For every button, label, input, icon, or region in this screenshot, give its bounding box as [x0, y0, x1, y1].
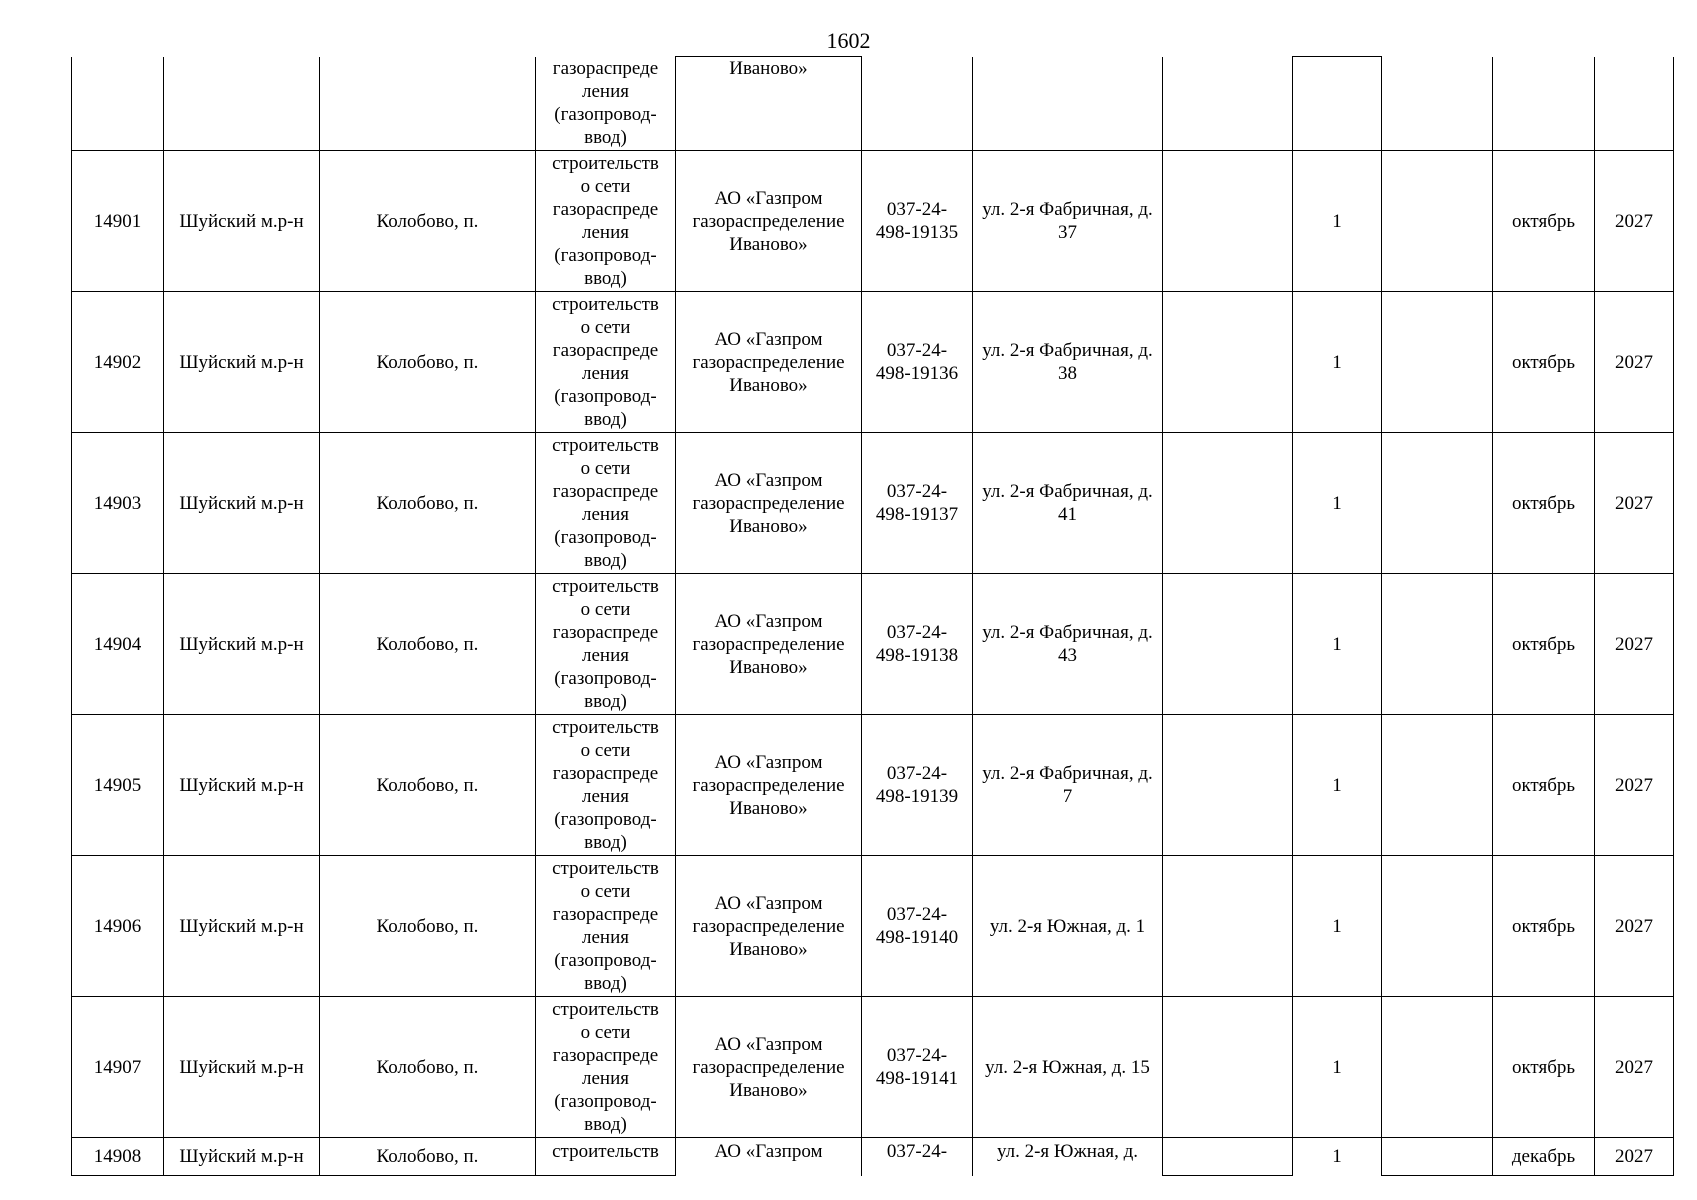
- work-line: ввод): [584, 691, 627, 712]
- work-line: ввод): [584, 1114, 627, 1135]
- work-line: (газопровод-: [554, 809, 657, 830]
- table-row-fragment-top: [72, 57, 1674, 151]
- cell-district: Шуйский м.р-н: [164, 715, 320, 856]
- work-line: ввод): [584, 550, 627, 571]
- cell-operator: [676, 57, 862, 151]
- cell-id: 14903: [72, 433, 164, 574]
- cell-year: 2027: [1595, 433, 1674, 574]
- cell-year: [1595, 57, 1674, 151]
- cell-qty: [1293, 57, 1382, 151]
- cell-qty: 1: [1293, 151, 1382, 292]
- table-row: [72, 997, 1674, 1138]
- cell-empty: [1163, 292, 1293, 433]
- cell-work-type: [536, 292, 676, 433]
- code-line: 498-19138: [875, 645, 959, 666]
- cell-qty: 1: [1293, 433, 1382, 574]
- operator-line: Иваново»: [729, 374, 808, 396]
- code-line: 037-24-: [886, 763, 948, 784]
- cell-address: [973, 57, 1163, 151]
- cell-settlement: Колобово, п.: [320, 1138, 536, 1176]
- cell-year: 2027: [1595, 1138, 1674, 1176]
- operator-line: АО «Газпром: [714, 187, 823, 209]
- work-line: газораспреде: [552, 1045, 659, 1066]
- cell-operator: [676, 574, 862, 715]
- cell-settlement: Колобово, п.: [320, 574, 536, 715]
- cell-operator: [676, 856, 862, 997]
- data-table: [71, 56, 1674, 1176]
- cell-id: 14906: [72, 856, 164, 997]
- cell-month: октябрь: [1493, 715, 1595, 856]
- work-line: ления: [582, 786, 629, 807]
- operator-line: газораспределение: [692, 492, 845, 514]
- code-line: 498-19137: [875, 504, 959, 525]
- cell-address: ул. 2-я Южная, д. 1: [973, 856, 1163, 997]
- cell-settlement: [320, 57, 536, 151]
- cell-month: октябрь: [1493, 997, 1595, 1138]
- cell-operator: АО «Газпром: [676, 1138, 862, 1176]
- cell-district: Шуйский м.р-н: [164, 433, 320, 574]
- cell-month: октябрь: [1493, 574, 1595, 715]
- cell-month: [1493, 57, 1595, 151]
- operator-line: газораспределение: [692, 915, 845, 937]
- code-line: 498-19136: [875, 363, 959, 384]
- cell-operator: [676, 715, 862, 856]
- work-line: (газопровод-: [554, 103, 657, 125]
- cell-month: октябрь: [1493, 433, 1595, 574]
- work-line: газораспреде: [552, 199, 659, 220]
- cell-settlement: Колобово, п.: [320, 856, 536, 997]
- cell-id: [72, 57, 164, 151]
- work-line: ввод): [584, 268, 627, 289]
- work-line: ления: [582, 363, 629, 384]
- work-line: газораспреде: [552, 340, 659, 361]
- cell-work-type: [536, 151, 676, 292]
- operator-line: Иваново»: [729, 58, 808, 79]
- work-line: (газопровод-: [554, 386, 657, 407]
- cell-empty: [1382, 292, 1493, 433]
- work-line: (газопровод-: [554, 527, 657, 548]
- cell-empty: [1163, 997, 1293, 1138]
- cell-empty: [1163, 151, 1293, 292]
- cell-empty: [1163, 433, 1293, 574]
- work-line: ввод): [584, 409, 627, 430]
- cell-address: ул. 2-я Фабричная, д. 7: [973, 715, 1163, 856]
- cell-code: [862, 856, 973, 997]
- work-line: ления: [582, 504, 629, 525]
- work-line: о сети: [580, 458, 631, 479]
- cell-settlement: Колобово, п.: [320, 433, 536, 574]
- cell-id: 14904: [72, 574, 164, 715]
- cell-year: 2027: [1595, 856, 1674, 997]
- cell-district: Шуйский м.р-н: [164, 856, 320, 997]
- code-line: 037-24-: [886, 481, 948, 502]
- cell-empty: [1382, 715, 1493, 856]
- work-line: о сети: [580, 317, 631, 338]
- cell-empty: [1382, 574, 1493, 715]
- operator-line: АО «Газпром: [714, 892, 823, 914]
- cell-settlement: Колобово, п.: [320, 715, 536, 856]
- code-line: 037-24-: [886, 1045, 948, 1066]
- cell-empty: [1163, 57, 1293, 151]
- cell-year: 2027: [1595, 997, 1674, 1138]
- cell-district: Шуйский м.р-н: [164, 292, 320, 433]
- cell-settlement: Колобово, п.: [320, 292, 536, 433]
- cell-empty: [1163, 1138, 1293, 1176]
- cell-empty: [1382, 433, 1493, 574]
- work-line: ления: [582, 927, 629, 948]
- table-row: [72, 856, 1674, 997]
- cell-district: Шуйский м.р-н: [164, 1138, 320, 1176]
- cell-district: Шуйский м.р-н: [164, 997, 320, 1138]
- work-line: ления: [582, 1068, 629, 1089]
- cell-empty: [1382, 57, 1493, 151]
- cell-month: октябрь: [1493, 292, 1595, 433]
- cell-id: 14902: [72, 292, 164, 433]
- cell-work-type: [536, 433, 676, 574]
- cell-work-type: [536, 856, 676, 997]
- cell-month: декабрь: [1493, 1138, 1595, 1176]
- work-line: газораспреде: [552, 481, 659, 502]
- code-line: 498-19141: [875, 1068, 959, 1089]
- cell-month: октябрь: [1493, 151, 1595, 292]
- cell-address: ул. 2-я Фабричная, д. 37: [973, 151, 1163, 292]
- cell-code: [862, 57, 973, 151]
- cell-year: 2027: [1595, 715, 1674, 856]
- cell-code: [862, 292, 973, 433]
- work-line: газораспреде: [552, 57, 659, 79]
- work-line: строительств: [552, 576, 659, 597]
- table-row: [72, 715, 1674, 856]
- cell-id: 14901: [72, 151, 164, 292]
- cell-code: [862, 433, 973, 574]
- cell-address: ул. 2-я Фабричная, д. 38: [973, 292, 1163, 433]
- cell-empty: [1163, 856, 1293, 997]
- code-line: 498-19139: [875, 786, 959, 807]
- operator-line: Иваново»: [729, 938, 808, 960]
- code-line: 498-19140: [875, 927, 959, 948]
- cell-qty: 1: [1293, 292, 1382, 433]
- cell-district: [164, 57, 320, 151]
- work-line: о сети: [580, 881, 631, 902]
- cell-empty: [1163, 715, 1293, 856]
- table-row: [72, 574, 1674, 715]
- cell-address: ул. 2-я Южная, д. 15: [973, 997, 1163, 1138]
- work-line: газораспреде: [552, 904, 659, 925]
- operator-line: газораспределение: [692, 633, 845, 655]
- page-number: 1602: [826, 28, 871, 53]
- work-line: газораспреде: [552, 622, 659, 643]
- operator-line: газораспределение: [692, 1056, 845, 1078]
- work-line: строительств: [552, 435, 659, 456]
- work-line: газораспреде: [552, 763, 659, 784]
- cell-empty: [1382, 856, 1493, 997]
- cell-qty: 1: [1293, 997, 1382, 1138]
- cell-code: [862, 574, 973, 715]
- operator-line: АО «Газпром: [714, 1033, 823, 1055]
- work-line: о сети: [580, 1022, 631, 1043]
- work-line: строительств: [552, 858, 659, 879]
- work-line: ления: [582, 80, 629, 102]
- cell-work-type: [536, 715, 676, 856]
- work-line: (газопровод-: [554, 245, 657, 266]
- code-line: 037-24-: [886, 340, 948, 361]
- table-row: [72, 433, 1674, 574]
- work-line: о сети: [580, 176, 631, 197]
- work-line: строительств: [552, 999, 659, 1020]
- operator-line: Иваново»: [729, 515, 808, 537]
- cell-qty: 1: [1293, 715, 1382, 856]
- operator-line: АО «Газпром: [714, 328, 823, 350]
- cell-operator: [676, 292, 862, 433]
- cell-id: 14907: [72, 997, 164, 1138]
- cell-year: 2027: [1595, 574, 1674, 715]
- cell-settlement: Колобово, п.: [320, 997, 536, 1138]
- cell-work-type: [536, 57, 676, 151]
- cell-year: 2027: [1595, 292, 1674, 433]
- code-line: 037-24-: [886, 622, 948, 643]
- work-line: строительств: [552, 294, 659, 315]
- cell-qty: 1: [1293, 574, 1382, 715]
- code-line: 498-19135: [875, 222, 959, 243]
- operator-line: Иваново»: [729, 1079, 808, 1101]
- work-line: строительств: [552, 153, 659, 174]
- operator-line: АО «Газпром: [714, 751, 823, 773]
- work-line: о сети: [580, 740, 631, 761]
- cell-operator: [676, 433, 862, 574]
- work-line: ления: [582, 645, 629, 666]
- work-line: ввод): [584, 832, 627, 853]
- cell-operator: [676, 997, 862, 1138]
- table-body: [72, 57, 1674, 1176]
- work-line: ления: [582, 222, 629, 243]
- work-line: ввод): [584, 126, 627, 148]
- cell-code: [862, 151, 973, 292]
- cell-empty: [1163, 574, 1293, 715]
- cell-address: ул. 2-я Южная, д.: [973, 1138, 1163, 1176]
- work-line: строительств: [552, 717, 659, 738]
- cell-id: 14908: [72, 1138, 164, 1176]
- operator-line: Иваново»: [729, 656, 808, 678]
- cell-work-type: строительств: [536, 1138, 676, 1176]
- cell-work-type: [536, 997, 676, 1138]
- cell-address: ул. 2-я Фабричная, д. 41: [973, 433, 1163, 574]
- cell-code: 037-24-: [862, 1138, 973, 1176]
- cell-address: ул. 2-я Фабричная, д. 43: [973, 574, 1163, 715]
- cell-district: Шуйский м.р-н: [164, 574, 320, 715]
- operator-line: АО «Газпром: [714, 610, 823, 632]
- cell-empty: [1382, 997, 1493, 1138]
- operator-line: Иваново»: [729, 233, 808, 255]
- cell-settlement: Колобово, п.: [320, 151, 536, 292]
- cell-operator: [676, 151, 862, 292]
- work-line: ввод): [584, 973, 627, 994]
- operator-line: газораспределение: [692, 210, 845, 232]
- code-line: 037-24-: [886, 199, 948, 220]
- cell-year: 2027: [1595, 151, 1674, 292]
- code-line: 037-24-: [886, 904, 948, 925]
- cell-month: октябрь: [1493, 856, 1595, 997]
- work-line: о сети: [580, 599, 631, 620]
- cell-work-type: [536, 574, 676, 715]
- cell-qty: 1: [1293, 856, 1382, 997]
- cell-qty: 1: [1293, 1138, 1382, 1176]
- operator-line: газораспределение: [692, 351, 845, 373]
- work-line: (газопровод-: [554, 1091, 657, 1112]
- operator-line: АО «Газпром: [714, 469, 823, 491]
- work-line: (газопровод-: [554, 668, 657, 689]
- cell-district: Шуйский м.р-н: [164, 151, 320, 292]
- cell-id: 14905: [72, 715, 164, 856]
- work-line: (газопровод-: [554, 950, 657, 971]
- operator-line: газораспределение: [692, 774, 845, 796]
- table-row-fragment-bottom: [72, 1138, 1674, 1176]
- cell-empty: [1382, 151, 1493, 292]
- cell-empty: [1382, 1138, 1493, 1176]
- cell-code: [862, 715, 973, 856]
- cell-code: [862, 997, 973, 1138]
- table-row: [72, 151, 1674, 292]
- table-row: [72, 292, 1674, 433]
- operator-line: Иваново»: [729, 797, 808, 819]
